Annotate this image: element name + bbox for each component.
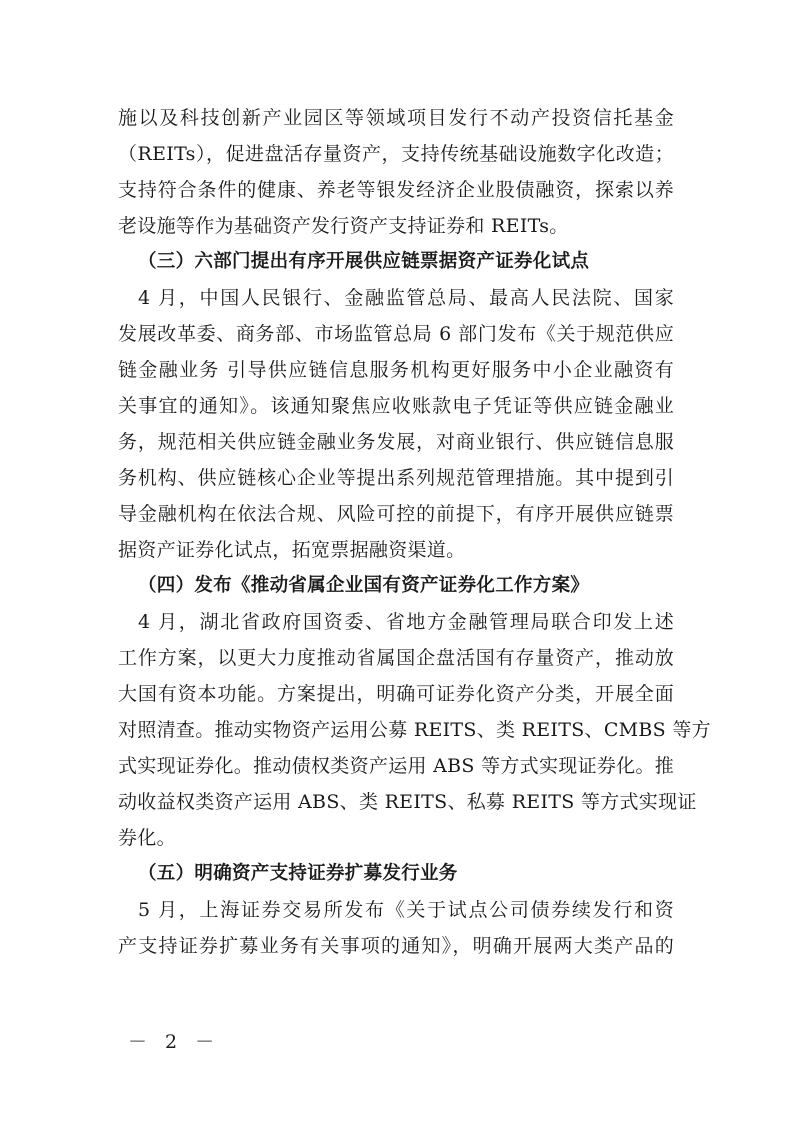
paragraph-line: 券化。 (118, 827, 176, 849)
document-page (118, 100, 711, 964)
section-3 (118, 244, 674, 568)
continuation-paragraph (118, 100, 674, 244)
section-heading: （三）六部门提出有序开展供应链票据资产证券化试点 (138, 251, 590, 272)
paragraph-line: 4 月，湖北省政府国资委、省地方金融管理局联合印发上述 (138, 611, 674, 633)
paragraph-line: 链金融业务 引导供应链信息服务机构更好服务中小企业融资有 (118, 359, 674, 381)
paragraph-line: 务，规范相关供应链金融业务发展，对商业银行、供应链信息服 (118, 431, 674, 453)
paragraph-line: 支持符合条件的健康、养老等银发经济企业股债融资，探索以养 (118, 179, 674, 201)
paragraph-line: （REITs），促进盘活存量资产，支持传统基础设施数字化改造； (118, 143, 674, 165)
paragraph-line: 工作方案，以更大力度推动省属国企盘活国有存量资产，推动放 (118, 647, 674, 669)
paragraph-line: 老设施等作为基础资产发行资产支持证券和 REITs。 (118, 215, 569, 237)
paragraph-line: 大国有资本功能。方案提出，明确可证券化资产分类，开展全面 (118, 683, 674, 705)
paragraph-line: 4 月，中国人民银行、金融监管总局、最高人民法院、国家 (138, 287, 674, 309)
section-heading: （四）发布《推动省属企业国有资产证券化工作方案》 (138, 575, 590, 596)
paragraph-line: 5 月，上海证券交易所发布《关于试点公司债券续发行和资 (138, 899, 674, 921)
section-4 (118, 568, 711, 856)
paragraph-line: 对照清查。推动实物资产运用公募 REITS、类 REITS、CMBS 等方 (118, 719, 711, 741)
paragraph-line: 发展改革委、商务部、市场监管总局 6 部门发布《关于规范供应 (118, 323, 674, 345)
paragraph-line: 产支持证券扩募业务有关事项的通知》，明确开展两大类产品的 (118, 935, 674, 957)
paragraph-line: 施以及科技创新产业园区等领域项目发行不动产投资信托基金 (118, 107, 674, 129)
paragraph-line: 关事宜的通知》。该通知聚焦应收账款电子凭证等供应链金融业 (118, 395, 674, 417)
paragraph-line: 动收益权类资产运用 ABS、类 REITS、私募 REITS 等方式实现证 (118, 791, 697, 813)
paragraph-line: 导金融机构在依法合规、风险可控的前提下，有序开展供应链票 (118, 503, 674, 525)
paragraph-line: 据资产证券化试点，拓宽票据融资渠道。 (118, 539, 466, 561)
section-heading: （五）明确资产支持证券扩募发行业务 (138, 863, 458, 884)
section-5 (118, 856, 674, 964)
paragraph-line: 式实现证券化。推动债权类资产运用 ABS 等方式实现证券化。推 (118, 755, 675, 777)
page-number: － 2 － (128, 1031, 221, 1053)
paragraph-line: 务机构、供应链核心企业等提出系列规范管理措施。其中提到引 (118, 467, 674, 489)
